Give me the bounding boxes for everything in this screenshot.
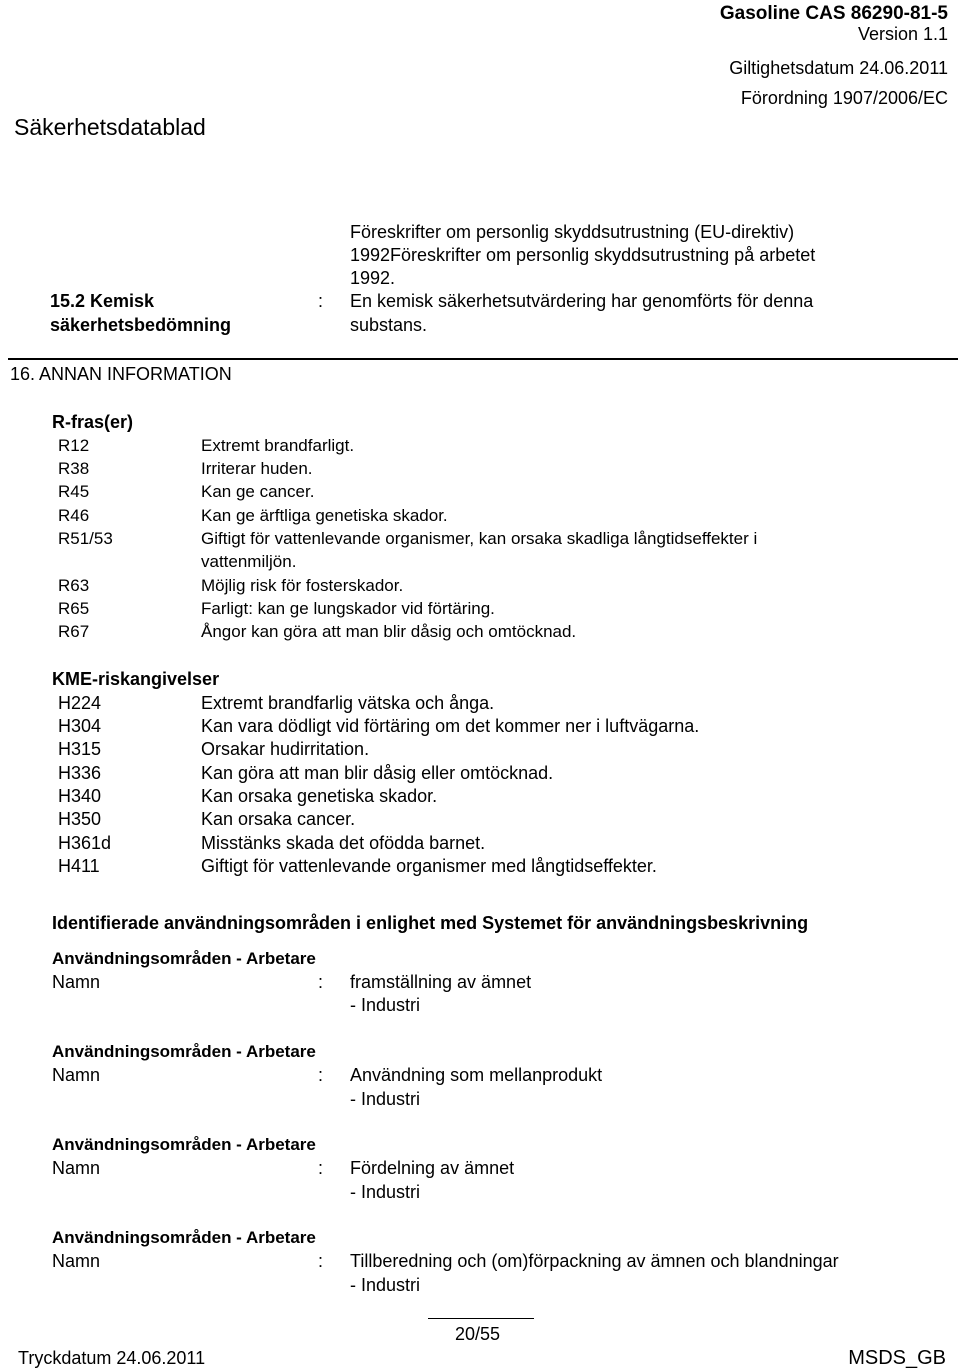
ppe-line-1: Föreskrifter om personlig skyddsutrustning (EU-direktiv) [350, 222, 795, 242]
use-value: Fördelning av ämnet [350, 1158, 515, 1178]
r-code: R45 [58, 482, 90, 501]
use-heading: Användningsområden - Arbetare [52, 1228, 316, 1247]
use-colon: : [318, 972, 324, 992]
use-sub: - Industri [350, 1089, 421, 1109]
use-colon: : [318, 1158, 324, 1178]
ppe-line-3: 1992. [350, 268, 396, 288]
h-code: H315 [58, 739, 102, 759]
section-16-title: 16. ANNAN INFORMATION [10, 364, 232, 384]
h-code: H304 [58, 716, 102, 736]
r-code: R46 [58, 506, 90, 525]
ppe-line-2: 1992Föreskrifter om personlig skyddsutrustning på arbetet [350, 245, 816, 265]
h-statements-heading: KME-riskangivelser [52, 669, 220, 689]
product-name: Gasoline CAS 86290-81-5 [719, 3, 948, 24]
r-phrases-heading: R-fras(er) [52, 412, 134, 432]
h-text: Kan vara dödligt vid förtäring om det kommer ner i luftvägarna. [201, 716, 700, 736]
h-text: Misstänks skada det ofödda barnet. [201, 833, 486, 853]
r-text: Giftigt för vattenlevande organismer, kan orsaka skadliga långtidseffekter i [201, 529, 758, 548]
h-code: H336 [58, 763, 102, 783]
h-code: H411 [58, 856, 100, 876]
r-code: R51/53 [58, 529, 113, 548]
h-text: Giftigt för vattenlevande organismer med långtidseffekter. [201, 856, 657, 876]
footer-page-rule [428, 1318, 534, 1319]
r-text-continued: vattenmiljön. [201, 552, 297, 571]
r-text: Ångor kan göra att man blir dåsig och omtöcknad. [201, 622, 577, 641]
h-code: H224 [58, 693, 102, 713]
r-code: R65 [58, 599, 90, 618]
use-value: framställning av ämnet [350, 972, 532, 992]
version-label: Version 1.1 [857, 24, 948, 44]
r-code: R67 [58, 622, 90, 641]
chemical-safety-label-2: säkerhetsbedömning [50, 315, 232, 335]
r-text: Kan ge cancer. [201, 482, 315, 501]
page-number: 20/55 [455, 1324, 501, 1344]
use-value: Användning som mellanprodukt [350, 1065, 603, 1085]
use-heading: Användningsområden - Arbetare [52, 1135, 316, 1154]
use-label: Namn [52, 1158, 101, 1178]
h-text: Orsakar hudirritation. [201, 739, 370, 759]
use-label: Namn [52, 1251, 101, 1271]
r-code: R63 [58, 576, 90, 595]
h-text: Kan orsaka genetiska skador. [201, 786, 438, 806]
regulation-label: Förordning 1907/2006/EC [740, 88, 948, 108]
print-date: Tryckdatum 24.06.2011 [18, 1348, 206, 1368]
h-code: H350 [58, 809, 102, 829]
chemical-safety-value-1: En kemisk säkerhetsutvärdering har genomförts för denna [350, 291, 814, 311]
validity-date: Giltighetsdatum 24.06.2011 [729, 58, 948, 78]
use-label: Namn [52, 1065, 101, 1085]
r-text: Kan ge ärftliga genetiska skador. [201, 506, 448, 525]
h-text: Extremt brandfarlig vätska och ånga. [201, 693, 495, 713]
r-code: R12 [58, 436, 90, 455]
r-text: Extremt brandfarligt. [201, 436, 355, 455]
use-heading: Användningsområden - Arbetare [52, 949, 316, 968]
use-sub: - Industri [350, 1275, 421, 1295]
chemical-safety-value-2: substans. [350, 315, 428, 335]
use-value: Tillberedning och (om)förpackning av ämnen och blandningar [350, 1251, 839, 1271]
r-text: Möjlig risk för fosterskador. [201, 576, 404, 595]
r-code: R38 [58, 459, 90, 478]
document-title: Säkerhetsdatablad [14, 114, 206, 140]
use-heading: Användningsområden - Arbetare [52, 1042, 316, 1061]
h-code: H340 [58, 786, 102, 806]
h-code: H361d [58, 833, 112, 853]
identified-uses-heading: Identifierade användningsområden i enlighet med Systemet för användningsbeskrivning [52, 913, 809, 933]
h-text: Kan orsaka cancer. [201, 809, 356, 829]
r-text: Irriterar huden. [201, 459, 313, 478]
use-label: Namn [52, 972, 101, 992]
r-text: Farligt: kan ge lungskador vid förtäring. [201, 599, 495, 618]
use-colon: : [318, 1251, 324, 1271]
section-divider [8, 358, 958, 360]
chemical-safety-label-1: 15.2 Kemisk [50, 291, 155, 311]
document-code: MSDS_GB [848, 1347, 946, 1369]
h-text: Kan göra att man blir dåsig eller omtöcknad. [201, 763, 554, 783]
chemical-safety-colon: : [318, 291, 324, 311]
use-sub: - Industri [350, 995, 421, 1015]
use-colon: : [318, 1065, 324, 1085]
use-sub: - Industri [350, 1182, 421, 1202]
